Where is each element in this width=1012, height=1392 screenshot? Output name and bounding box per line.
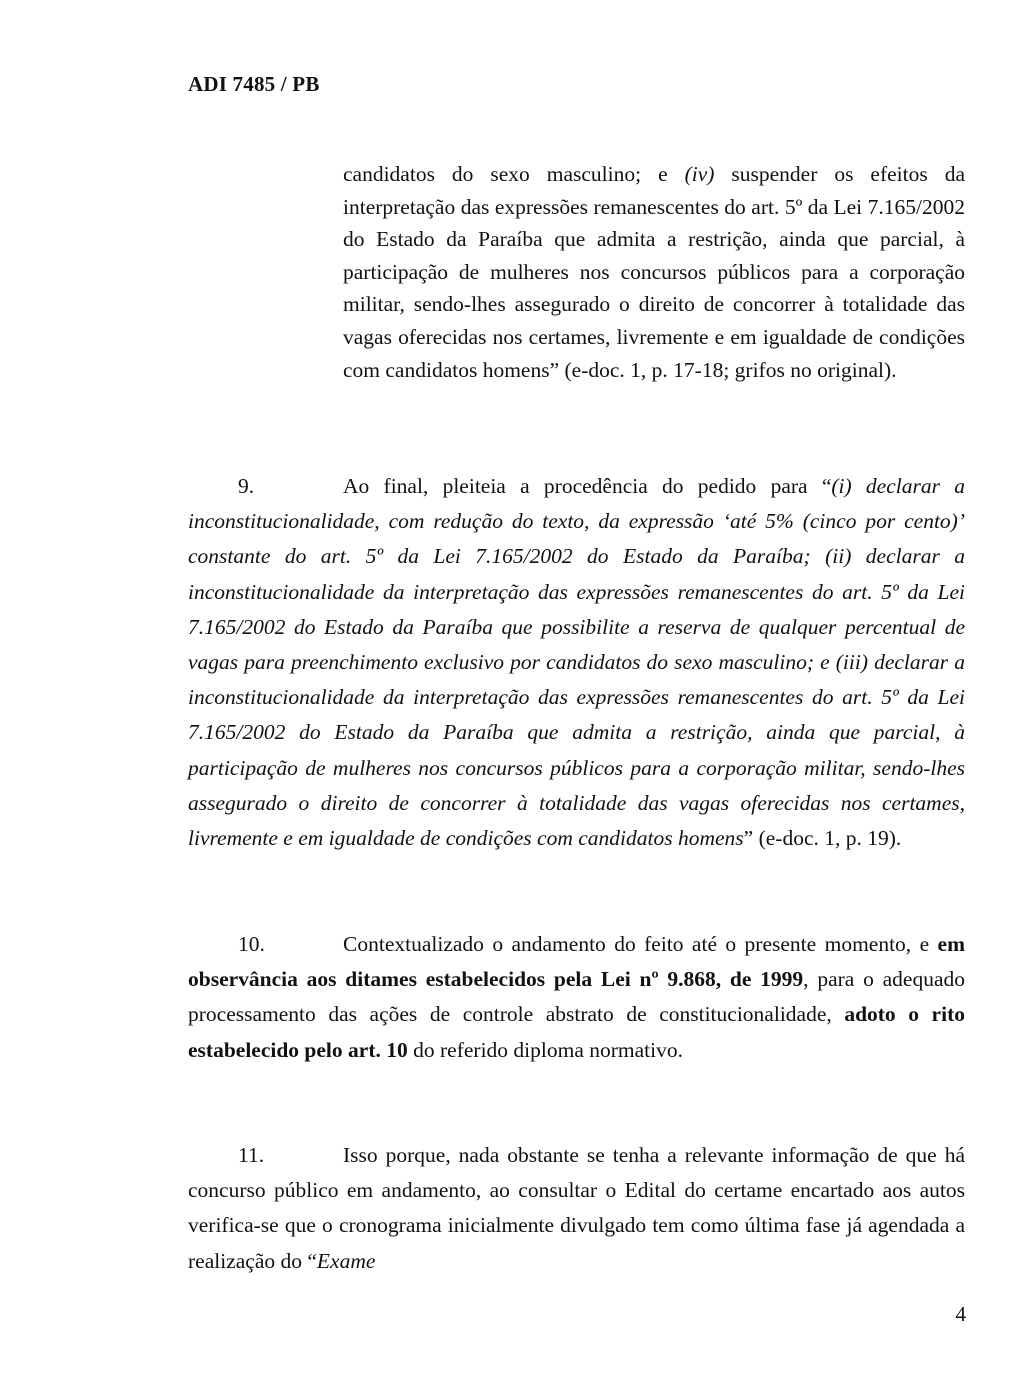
paragraph-11 [188, 1138, 965, 1279]
paragraph-number-10: 10. [238, 932, 265, 956]
page-number: 4 [955, 1302, 966, 1326]
paragraph-9-italic-request: (i) declarar a inconstitucionalidade, com redução do texto, da expressão ‘até 5% (cinco por cento)’ constante do art. 5º da Lei 7.165/2002 do Estado da Paraíba; (ii) declarar a inconstitucionalidade da interpretação das expressões remanescentes do art. 5º da Lei 7.165/2002 do Estado da Paraíba que possibilite a reserva de qualquer percentual de vagas para preenchimento exclusivo por candidatos do sexo masculino; e (iii) declarar a inconstitucionalidade da interpretação das expressões remanescentes do art. 5º da Lei 7.165/2002 do Estado da Paraíba que admita a restrição, ainda que parcial, à participação de mulheres nos concursos públicos para a corporação militar, sendo-lhes assegurado o direito de concorrer à totalidade das vagas oferecidas nos certames, livremente e em igualdade de condições com candidatos homens [188, 474, 965, 851]
paragraph-10-bold-law: em observância aos ditames estabelecidos pela Lei nº 9.868, de 1999 [188, 932, 965, 992]
paragraph-number-11: 11. [238, 1143, 265, 1167]
paragraph-9-text-2: ” (e-doc. 1, p. 19). [743, 826, 902, 851]
case-header: ADI 7485 / PB [188, 72, 320, 96]
paragraph-10 [188, 927, 965, 1068]
paragraph-9-text-1: Ao final, pleiteia a procedência do pedido para “ [343, 474, 832, 498]
paragraph-11-text-1: Isso porque, nada obstante se tenha a relevante informação de que há concurso público em andamento, ao consultar o Edital do certame encartado aos autos verifica-se que o cronograma inicialmente divulgado tem como última fase já agendada a realização do “ [188, 1143, 965, 1273]
paragraph-10-text-3: do referido diploma normativo. [407, 1037, 683, 1062]
paragraph-10-text-2: , para o adequado processamento das ações de controle abstrato de constitucionalidade, [188, 967, 965, 1027]
quote-item-iv: (iv) [684, 162, 715, 186]
quoted-request-paragraph [343, 158, 965, 386]
paragraph-10-bold-rite: adoto o rito estabelecido pelo art. 10 [188, 1002, 965, 1062]
paragraph-11-italic-exame: Exame [316, 1248, 376, 1273]
paragraph-10-text-1: Contextualizado o andamento do feito até o presente momento, e [343, 932, 938, 956]
quote-text-1: candidatos do sexo masculino; e [343, 162, 685, 186]
paragraph-number-9: 9. [238, 474, 255, 498]
quote-text-2: suspender os efeitos da interpretação das expressões remanescentes do art. 5º da Lei 7.165/2002 do Estado da Paraíba que admita a restrição, ainda que parcial, à participação de mulheres nos concursos públicos para a corporação militar, sendo-lhes assegurado o direito de concorrer à totalidade das vagas oferecidas nos certames, livremente e em igualdade de condições com candidatos homens” (e-doc. 1, p. 17-18; grifos no original). [343, 162, 965, 382]
paragraph-9 [188, 469, 965, 856]
